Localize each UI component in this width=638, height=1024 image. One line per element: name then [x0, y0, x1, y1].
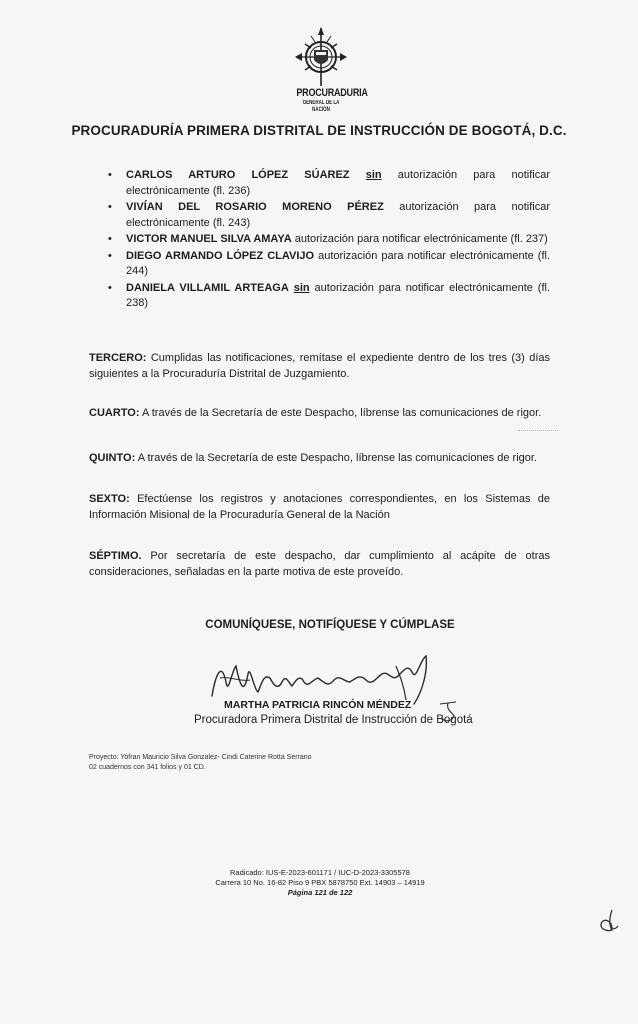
person-name: DIEGO ARMANDO LÓPEZ CLAVIJO	[126, 249, 315, 262]
list-item	[108, 249, 550, 280]
volume-count: 02 cuadernos con 341 folios y 01 CD.	[89, 764, 206, 771]
bullet-icon: •	[108, 201, 112, 213]
authorization-text-cont: electrónicamente (fl. 243)	[126, 216, 251, 229]
authorization-text: autorización para notificar	[399, 201, 550, 213]
project-notes	[89, 753, 312, 773]
bullet-icon: •	[108, 233, 112, 245]
authorization-text: autorización para notificar	[397, 169, 550, 181]
paragraph-cuarto	[89, 406, 550, 422]
notification-list	[108, 168, 550, 313]
handwritten-corner-mark	[592, 906, 622, 936]
initial-mark-icon	[436, 700, 462, 724]
list-item	[108, 232, 550, 248]
radicado-number: Radicado: IUS-E-2023-601171 / IUC-D-2023-3305578	[230, 868, 410, 877]
paragraph-text: Efectúense los registros y anotaciones correspondientes, en los Sistemas de Información Misional de la Procuraduría General de la Nación	[89, 493, 550, 521]
list-item	[108, 281, 550, 312]
initial-mark	[436, 700, 462, 724]
authorization-text-cont: electrónicamente (fl. 236)	[126, 184, 251, 197]
procuraduria-logo	[291, 26, 368, 113]
corner-mark-icon	[592, 906, 622, 936]
paragraph-quinto	[89, 451, 550, 467]
paragraph-tercero	[89, 351, 550, 382]
page-number: Página 121 de 122	[287, 888, 353, 897]
sin-marker: sin	[365, 169, 382, 181]
office-title: PROCURADURÍA PRIMERA DISTRITAL DE INSTRUCCIÓN DE BOGOTÁ, D.C.	[71, 123, 567, 138]
paragraph-label: QUINTO:	[89, 452, 136, 464]
signer-name: MARTHA PATRICIA RINCÓN MÉNDEZ	[224, 699, 412, 711]
faint-dotted-mark	[518, 430, 558, 431]
seal-icon	[291, 26, 351, 88]
logo-wordmark: PROCURADURIA	[296, 87, 368, 99]
signer-role: Procuradora Primera Distrital de Instrucción de Bogotá	[194, 714, 473, 726]
bullet-icon: •	[108, 169, 112, 181]
paragraph-text: A través de la Secretaría de este Despacho, líbrense las comunicaciones de rigor.	[137, 452, 537, 464]
sin-marker: sin	[293, 281, 310, 294]
paragraph-label: CUARTO:	[89, 407, 140, 419]
person-name: VICTOR MANUEL SILVA AMAYA	[126, 233, 292, 245]
paragraph-label: SEXTO:	[89, 493, 130, 505]
paragraph-text: Cumplidas las notificaciones, remítase el expediente dentro de los tres (3) días siguientes a la Procuraduría Distrital de Juzgamiento.	[89, 352, 550, 380]
paragraph-septimo	[89, 549, 550, 580]
paragraph-text: A través de la Secretaría de este Despacho, líbrense las comunicaciones de rigor.	[141, 407, 542, 419]
office-address: Carrera 10 No. 16-82 Piso 9 PBX 5878750 Ext. 14903 – 14919	[215, 878, 425, 887]
authorization-text: autorización para notificar electrónicamente (fl. 244)	[126, 249, 550, 277]
person-name: DANIELA VILLAMIL ARTEAGA	[126, 281, 289, 294]
authorization-text: autorización para notificar electrónicamente (fl. 237)	[294, 233, 548, 245]
list-item	[108, 168, 550, 199]
paragraph-label: SÉPTIMO.	[89, 550, 142, 562]
list-item	[108, 200, 550, 231]
paragraph-sexto	[89, 492, 550, 523]
paragraph-label: TERCERO:	[89, 352, 147, 364]
person-name: VIVÍAN DEL ROSARIO MORENO PÉREZ	[126, 201, 384, 213]
bullet-icon: •	[108, 249, 112, 262]
bullet-icon: •	[108, 281, 112, 294]
authorization-text: autorización para notificar electrónicamente (fl. 238)	[126, 281, 551, 309]
paragraph-text: Por secretaría de este despacho, dar cumplimiento al acápite de otras consideraciones, señaladas en la parte motiva de este proveído.	[89, 550, 550, 578]
page-footer	[150, 868, 490, 898]
project-authors: Proyecto: Yofran Mauricio Silva Gonzalez- Cindi Caterine Rotta Serrano	[89, 754, 312, 761]
closing-formula: COMUNÍQUESE, NOTIFÍQUESE Y CÚMPLASE	[205, 619, 455, 631]
person-name: CARLOS ARTURO LÓPEZ SÚAREZ	[126, 169, 350, 181]
logo-subtitle: GENERAL DE LA NACION	[302, 100, 340, 113]
